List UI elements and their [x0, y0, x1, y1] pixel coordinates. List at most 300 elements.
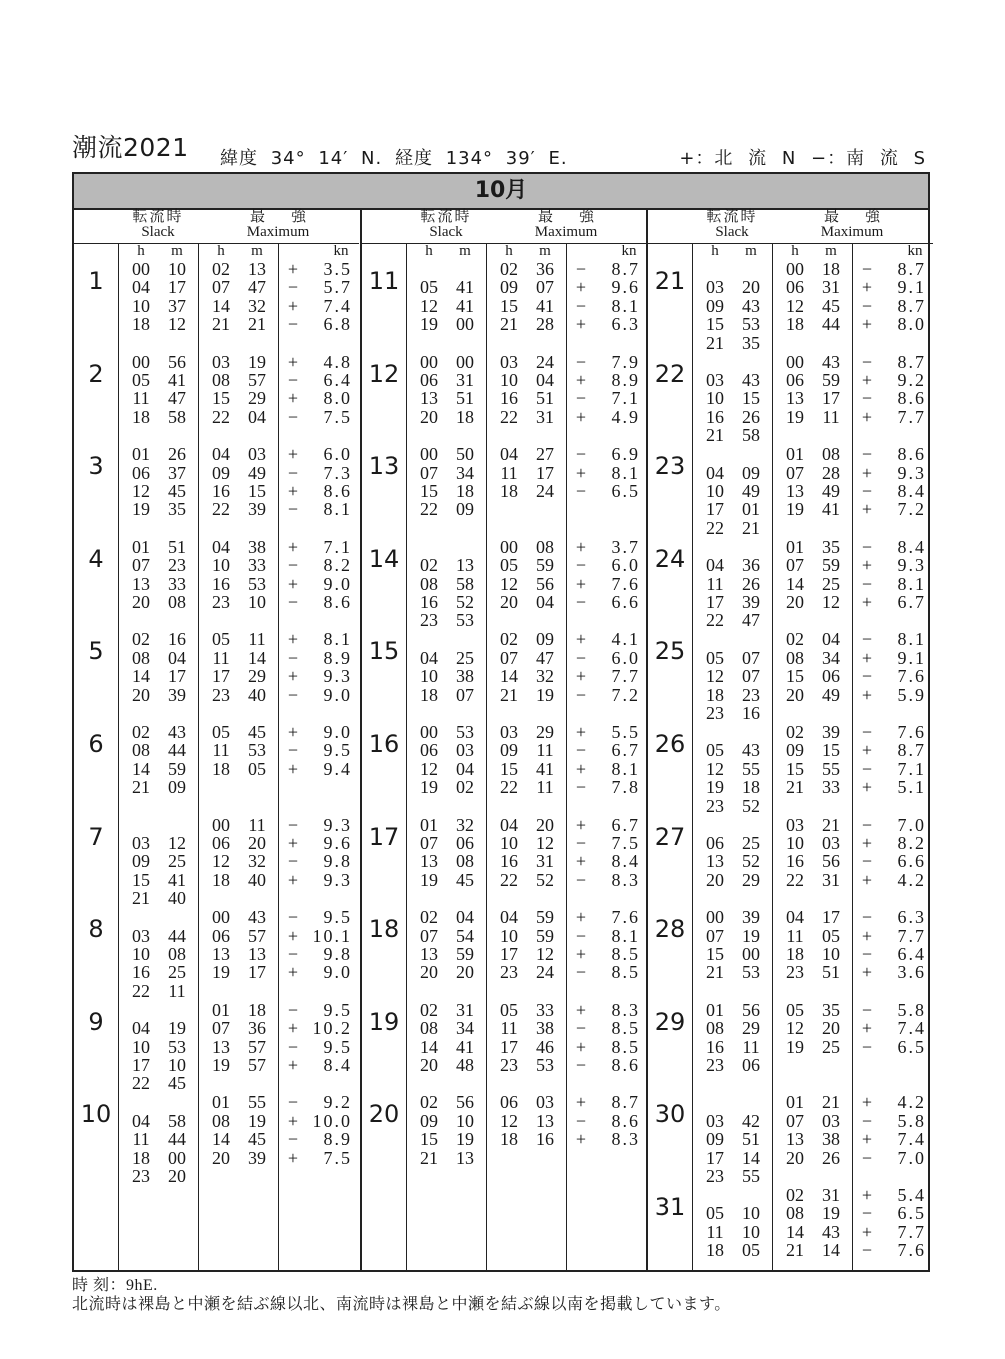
maximum-minute: 17: [248, 962, 266, 983]
current-speed-knots: 8.7: [611, 259, 640, 279]
slack-minute: 56: [168, 351, 186, 372]
current-speed-knots: 9.1: [897, 277, 926, 298]
slack-minute: 23: [168, 555, 186, 576]
slack-minute: 44: [168, 1129, 186, 1150]
slack-hour: 08: [420, 1018, 438, 1039]
maximum-hour: 10: [212, 555, 230, 576]
current-speed-knots: 7.6: [897, 666, 926, 687]
maximum-hour: 02: [786, 629, 804, 650]
maximum-header-ja: 最強: [249, 209, 332, 225]
maximum-hour: 19: [786, 1036, 804, 1057]
flow-direction-sign: +: [287, 388, 299, 409]
flow-direction-sign: −: [287, 943, 299, 964]
slack-hour: 20: [132, 591, 150, 612]
day-number: 30: [654, 1100, 686, 1129]
slack-hour: 04: [132, 1110, 150, 1131]
maximum-minute: 17: [822, 907, 840, 928]
maximum-hour: 01: [786, 536, 804, 557]
maximum-hour: 06: [212, 925, 230, 946]
slack-minute: 06: [456, 832, 474, 853]
flow-direction-sign: +: [575, 999, 587, 1020]
maximum-minute: 43: [822, 351, 840, 372]
slack-minute: 11: [742, 1036, 760, 1057]
flow-direction-sign: +: [861, 1092, 873, 1113]
flow-direction-sign: −: [287, 740, 299, 761]
slack-hour: 12: [420, 295, 438, 316]
slack-minute: 25: [742, 832, 760, 853]
slack-minute: 51: [456, 388, 474, 409]
maximum-hour: 00: [786, 351, 804, 372]
current-speed-knots: 8.1: [611, 758, 640, 779]
maximum-group-header: [486, 210, 646, 240]
flow-direction-sign: +: [287, 832, 299, 853]
flow-direction-sign: +: [575, 314, 587, 335]
slack-minute: 21: [742, 517, 760, 538]
maximum-hour: 18: [500, 1129, 518, 1150]
slack-minute: 04: [168, 647, 186, 668]
maximum-hour: 00: [212, 814, 230, 835]
maximum-minute: 44: [822, 314, 840, 335]
flow-direction-sign: −: [287, 314, 299, 335]
flow-direction-sign: −: [287, 1129, 299, 1150]
slack-hour: 23: [706, 1165, 724, 1186]
slack-minute: 10: [742, 1221, 760, 1242]
flow-direction-sign: +: [575, 1129, 587, 1150]
slack-hour: 18: [420, 684, 438, 705]
unit-label-m: m: [825, 243, 837, 259]
maximum-minute: 36: [536, 259, 554, 279]
day-number: 7: [88, 822, 104, 851]
slack-minute: 53: [742, 314, 760, 335]
maximum-hour: 16: [500, 851, 518, 872]
maximum-hour: 23: [212, 684, 230, 705]
slack-hour: 18: [132, 314, 150, 335]
slack-minute: 31: [456, 999, 474, 1020]
slack-header-ja: 転流時: [132, 209, 184, 225]
maximum-minute: 13: [248, 943, 266, 964]
unit-label-m: m: [459, 243, 471, 259]
current-speed-knots: 6.7: [611, 740, 640, 761]
slack-hour: 10: [132, 295, 150, 316]
maximum-hour: 21: [500, 684, 518, 705]
maximum-minute: 17: [822, 388, 840, 409]
maximum-minute: 46: [536, 1036, 554, 1057]
slack-hour: 13: [132, 573, 150, 594]
maximum-minute: 41: [822, 499, 840, 520]
slack-hour: 02: [420, 1092, 438, 1113]
maximum-hour: 15: [212, 388, 230, 409]
slack-group-header: [118, 210, 198, 240]
slack-minute: 14: [742, 1147, 760, 1168]
slack-minute: 01: [742, 499, 760, 520]
current-speed-knots: 9.0: [323, 722, 352, 742]
day-number: 1: [88, 267, 104, 295]
maximum-minute: 04: [536, 591, 554, 612]
slack-hour: 14: [132, 666, 150, 687]
slack-minute: 08: [168, 943, 186, 964]
current-speed-knots: 8.1: [897, 573, 926, 594]
maximum-minute: 03: [248, 444, 266, 465]
current-speed-knots: 8.3: [611, 869, 640, 890]
flow-direction-sign: +: [861, 684, 873, 705]
maximum-minute: 41: [536, 758, 554, 779]
maximum-hour: 10: [500, 832, 518, 853]
maximum-hour: 13: [786, 388, 804, 409]
maximum-hour: 06: [500, 1092, 518, 1113]
day-number: 18: [368, 915, 400, 944]
maximum-minute: 11: [248, 814, 266, 835]
time-zone-note: 時 刻：9hE.: [72, 1277, 158, 1294]
slack-hour: 01: [706, 999, 724, 1020]
position-coordinates: 緯度 34° 14′ N. 経度 134° 39′ E.: [220, 148, 568, 169]
slack-hour: 17: [132, 1054, 150, 1075]
maximum-minute: 45: [822, 295, 840, 316]
slack-minute: 09: [456, 499, 474, 520]
slack-minute: 47: [168, 388, 186, 409]
maximum-hour: 19: [212, 962, 230, 983]
slack-hour: 23: [706, 795, 724, 816]
day-number: 27: [654, 822, 686, 851]
slack-minute: 10: [456, 1110, 474, 1131]
flow-direction-sign: −: [575, 869, 587, 890]
maximum-minute: 29: [536, 722, 554, 742]
unit-row: [362, 244, 647, 259]
slack-minute: 41: [456, 1036, 474, 1057]
slack-minute: 35: [742, 332, 760, 353]
slack-hour: 03: [132, 832, 150, 853]
maximum-minute: 08: [536, 536, 554, 557]
month-banner: [74, 174, 928, 210]
flow-direction-sign: −: [287, 591, 299, 612]
slack-hour: 13: [420, 388, 438, 409]
slack-minute: 37: [168, 295, 186, 316]
current-speed-knots: 5.5: [611, 722, 640, 742]
current-speed-knots: 7.4: [897, 1129, 926, 1150]
maximum-minute: 49: [822, 684, 840, 705]
current-speed-knots: 8.9: [323, 1129, 352, 1150]
flow-direction-sign: −: [861, 758, 873, 779]
maximum-minute: 03: [822, 1110, 840, 1131]
flow-direction-sign: −: [287, 555, 299, 576]
slack-hour: 00: [420, 722, 438, 742]
slack-hour: 06: [420, 740, 438, 761]
maximum-minute: 57: [248, 925, 266, 946]
slack-minute: 29: [742, 869, 760, 890]
maximum-hour: 11: [212, 740, 230, 761]
maximum-hour: 20: [786, 591, 804, 612]
slack-minute: 59: [456, 943, 474, 964]
flow-direction-sign: +: [575, 462, 587, 483]
slack-hour: 08: [132, 740, 150, 761]
current-speed-knots: 8.7: [897, 259, 926, 279]
flow-direction-legend: +：北 流 N −：南 流 S: [679, 148, 926, 169]
current-speed-knots: 7.1: [323, 536, 352, 557]
slack-hour: 00: [420, 444, 438, 465]
day-entry: [362, 353, 647, 445]
flow-direction-sign: −: [287, 499, 299, 520]
maximum-minute: 31: [822, 277, 840, 298]
maximum-minute: 57: [248, 1036, 266, 1057]
flow-direction-sign: −: [861, 1240, 873, 1261]
flow-direction-sign: +: [861, 777, 873, 798]
flow-direction-sign: +: [861, 740, 873, 761]
slack-hour: 05: [706, 740, 724, 761]
maximum-hour: 11: [212, 647, 230, 668]
slack-minute: 08: [168, 591, 186, 612]
slack-minute: 45: [168, 1073, 186, 1094]
day-number: 6: [88, 730, 104, 758]
slack-minute: 38: [456, 666, 474, 687]
current-speed-knots: 9.0: [323, 684, 352, 705]
flow-direction-sign: −: [861, 907, 873, 928]
maximum-hour: 16: [212, 480, 230, 501]
maximum-hour: 10: [786, 832, 804, 853]
maximum-minute: 32: [248, 851, 266, 872]
maximum-minute: 03: [536, 1092, 554, 1113]
slack-hour: 17: [706, 591, 724, 612]
slack-minute: 35: [168, 499, 186, 520]
day-entry: [74, 723, 359, 815]
slack-hour: 15: [420, 1129, 438, 1150]
maximum-hour: 14: [212, 295, 230, 316]
maximum-minute: 39: [248, 1147, 266, 1168]
slack-hour: 03: [706, 277, 724, 298]
day-entry: [648, 445, 933, 537]
maximum-minute: 24: [536, 480, 554, 501]
flow-direction-sign: −: [287, 1036, 299, 1057]
current-speed-knots: 8.5: [611, 1018, 640, 1039]
current-speed-knots: 8.6: [611, 1054, 640, 1075]
flow-direction-sign: −: [287, 814, 299, 835]
slack-hour: 05: [706, 647, 724, 668]
flow-direction-sign: −: [287, 851, 299, 872]
day-entry: [74, 538, 359, 630]
slack-hour: 05: [420, 277, 438, 298]
slack-hour: 09: [420, 1110, 438, 1131]
maximum-minute: 39: [248, 499, 266, 520]
maximum-minute: 04: [822, 629, 840, 650]
maximum-group-header: [198, 210, 358, 240]
slack-hour: 07: [420, 925, 438, 946]
maximum-hour: 02: [212, 259, 230, 279]
slack-hour: 15: [420, 480, 438, 501]
maximum-hour: 12: [786, 1018, 804, 1039]
current-speed-knots: 8.4: [897, 536, 926, 557]
maximum-hour: 23: [500, 1054, 518, 1075]
current-speed-knots: 8.3: [611, 999, 640, 1020]
slack-minute: 00: [168, 1147, 186, 1168]
slack-minute: 07: [742, 647, 760, 668]
maximum-minute: 33: [822, 777, 840, 798]
slack-minute: 32: [456, 814, 474, 835]
slack-minute: 39: [742, 907, 760, 928]
flow-direction-sign: −: [861, 999, 873, 1020]
day-entry: [362, 816, 647, 908]
maximum-hour: 10: [500, 369, 518, 390]
slack-hour: 15: [132, 869, 150, 890]
slack-minute: 48: [456, 1054, 474, 1075]
maximum-hour: 09: [500, 740, 518, 761]
slack-hour: 06: [420, 369, 438, 390]
current-speed-knots: 6.9: [611, 444, 640, 465]
slack-hour: 09: [706, 295, 724, 316]
current-speed-knots: 8.1: [897, 629, 926, 650]
slack-hour: 20: [420, 962, 438, 983]
maximum-hour: 21: [786, 1240, 804, 1261]
maximum-hour: 03: [500, 722, 518, 742]
slack-hour: 23: [132, 1165, 150, 1186]
maximum-minute: 59: [536, 555, 554, 576]
maximum-minute: 10: [248, 591, 266, 612]
day-entry: [648, 260, 933, 352]
maximum-minute: 11: [536, 777, 554, 798]
slack-minute: 31: [456, 369, 474, 390]
slack-hour: 01: [132, 444, 150, 465]
page-header: [72, 124, 932, 170]
current-speed-knots: 8.5: [611, 1036, 640, 1057]
current-speed-knots: 9.3: [323, 666, 352, 687]
maximum-hour: 11: [500, 1018, 518, 1039]
unit-label-h: h: [217, 243, 225, 259]
current-speed-knots: 8.4: [611, 851, 640, 872]
flow-direction-sign: −: [861, 1203, 873, 1224]
maximum-hour: 15: [786, 758, 804, 779]
slack-minute: 41: [168, 869, 186, 890]
slack-hour: 15: [706, 943, 724, 964]
current-speed-knots: 3.5: [323, 259, 352, 279]
slack-group-header: [406, 210, 486, 240]
slack-minute: 56: [456, 1092, 474, 1113]
current-speed-knots: 9.3: [897, 555, 926, 576]
maximum-minute: 13: [248, 259, 266, 279]
maximum-hour: 23: [212, 591, 230, 612]
current-speed-knots: 8.4: [897, 480, 926, 501]
flow-direction-sign: +: [287, 351, 299, 372]
maximum-minute: 28: [822, 462, 840, 483]
day-entry: [362, 538, 647, 630]
flow-direction-sign: −: [575, 444, 587, 465]
current-speed-knots: 8.6: [323, 480, 352, 501]
current-speed-knots: 5.4: [897, 1185, 926, 1205]
slack-minute: 20: [742, 277, 760, 298]
slack-minute: 04: [456, 758, 474, 779]
current-speed-knots: 5.8: [897, 1110, 926, 1131]
current-speed-knots: 6.3: [897, 907, 926, 928]
slack-minute: 11: [168, 980, 186, 1001]
current-speed-knots: 5.9: [897, 684, 926, 705]
day-number: 11: [368, 267, 400, 295]
day-number: 3: [88, 452, 104, 481]
slack-minute: 18: [456, 480, 474, 501]
slack-hour: 22: [420, 499, 438, 520]
maximum-minute: 38: [248, 536, 266, 557]
maximum-hour: 12: [786, 295, 804, 316]
maximum-hour: 18: [500, 480, 518, 501]
slack-minute: 41: [168, 369, 186, 390]
day-number: 26: [654, 730, 686, 758]
flow-direction-sign: −: [575, 647, 587, 668]
maximum-hour: 20: [786, 1147, 804, 1168]
slack-hour: 00: [132, 259, 150, 279]
slack-minute: 13: [456, 555, 474, 576]
maximum-hour: 00: [786, 259, 804, 279]
slack-minute: 05: [742, 1240, 760, 1261]
slack-group-header: [692, 210, 772, 240]
slack-hour: 07: [420, 832, 438, 853]
day-entry: [74, 353, 359, 445]
maximum-hour: 19: [212, 1054, 230, 1075]
slack-hour: 20: [420, 1054, 438, 1075]
current-speed-knots: 9.8: [323, 943, 352, 964]
day-number: 12: [368, 359, 400, 388]
maximum-hour: 07: [212, 1018, 230, 1039]
day-entry: [648, 1001, 933, 1093]
flow-direction-sign: −: [861, 629, 873, 650]
day-entry: [648, 1186, 933, 1278]
slack-hour: 16: [706, 1036, 724, 1057]
maximum-hour: 22: [786, 869, 804, 890]
maximum-minute: 31: [536, 406, 554, 427]
day-number: 31: [654, 1193, 686, 1221]
maximum-minute: 18: [822, 259, 840, 279]
maximum-hour: 02: [500, 259, 518, 279]
maximum-minute: 39: [822, 722, 840, 742]
flow-direction-sign: −: [861, 536, 873, 557]
current-speed-knots: 7.6: [897, 1240, 926, 1261]
maximum-minute: 04: [248, 406, 266, 427]
day-number: 10: [80, 1100, 112, 1129]
slack-minute: 15: [742, 388, 760, 409]
slack-minute: 10: [742, 1203, 760, 1224]
maximum-hour: 18: [786, 314, 804, 335]
slack-minute: 52: [742, 795, 760, 816]
current-speed-knots: 9.5: [323, 907, 352, 928]
slack-minute: 58: [456, 573, 474, 594]
slack-hour: 19: [132, 499, 150, 520]
slack-hour: 08: [706, 1018, 724, 1039]
day-number: 28: [654, 915, 686, 944]
slack-minute: 04: [456, 907, 474, 928]
maximum-hour: 15: [500, 758, 518, 779]
slack-hour: 23: [706, 1054, 724, 1075]
slack-hour: 21: [706, 425, 724, 446]
current-speed-knots: 5.1: [897, 777, 926, 798]
slack-hour: 23: [706, 702, 724, 723]
slack-minute: 40: [168, 888, 186, 909]
flow-direction-sign: −: [861, 1110, 873, 1131]
day-entry: [362, 908, 647, 1000]
maximum-minute: 32: [536, 666, 554, 687]
maximum-minute: 41: [536, 295, 554, 316]
maximum-hour: 02: [500, 629, 518, 650]
current-speed-knots: 9.3: [897, 462, 926, 483]
day-number: 5: [88, 637, 104, 666]
flow-direction-sign: +: [861, 962, 873, 983]
slack-hour: 15: [706, 314, 724, 335]
slack-hour: 21: [706, 332, 724, 353]
maximum-minute: 31: [822, 869, 840, 890]
maximum-hour: 07: [500, 647, 518, 668]
maximum-hour: 14: [212, 1129, 230, 1150]
maximum-hour: 04: [212, 444, 230, 465]
slack-minute: 26: [168, 444, 186, 465]
flow-direction-sign: −: [575, 555, 587, 576]
slack-minute: 34: [456, 1018, 474, 1039]
maximum-hour: 13: [212, 1036, 230, 1057]
slack-hour: 11: [132, 1129, 150, 1150]
slack-minute: 19: [168, 1018, 186, 1039]
slack-minute: 20: [456, 962, 474, 983]
